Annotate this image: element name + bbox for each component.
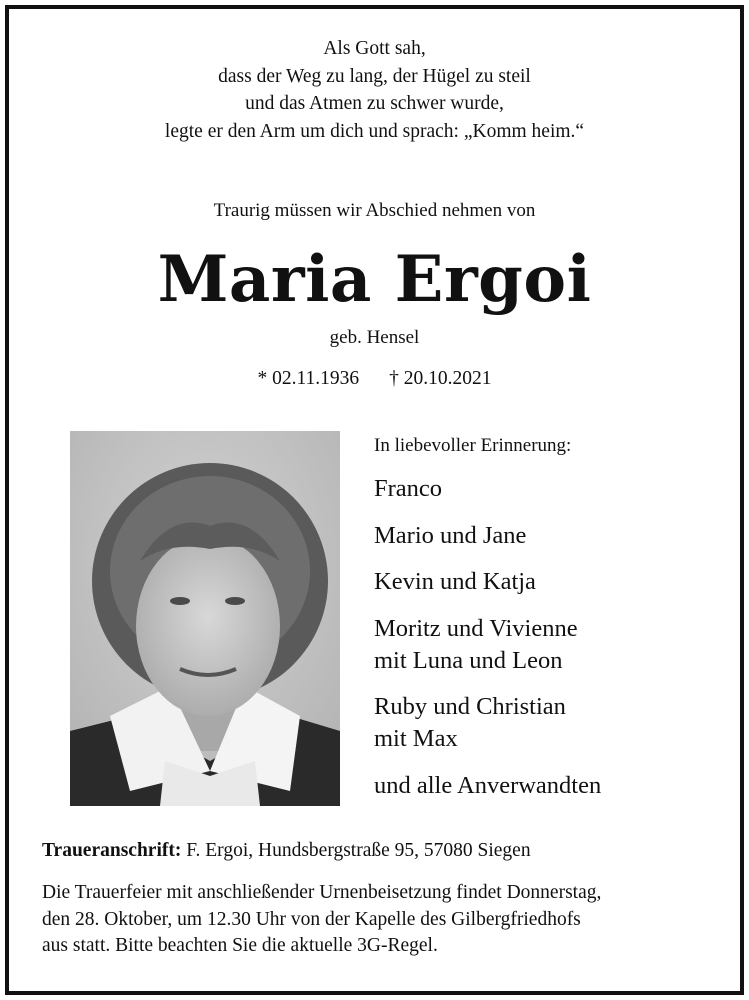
mourner-entry	[374, 691, 714, 755]
mourner-entry: und alle Anverwandten	[374, 771, 602, 799]
intro-line: Traurig müssen wir Abschied nehmen von	[213, 200, 536, 221]
birth-date: * 02.11.1936	[257, 368, 360, 389]
mourners-lead: In liebevoller Erinnerung:	[374, 435, 572, 456]
ceremony-info	[42, 880, 732, 960]
mourning-address	[42, 840, 722, 862]
poem-line: und das Atmen zu schwer wurde,	[245, 93, 504, 114]
mourner-line: mit Luna und Leon	[374, 646, 563, 674]
poem-line: legte er den Arm um dich und sprach: „Komm heim.“	[164, 120, 585, 142]
life-dates	[0, 368, 749, 390]
mourner-entry	[374, 613, 714, 677]
ceremony-line: aus statt. Bitte beachten Sie die aktuelle 3G-Regel.	[42, 935, 438, 956]
poem-line: dass der Weg zu lang, der Hügel zu steil	[218, 65, 531, 87]
mourner-line: Moritz und Vivienne	[374, 614, 578, 642]
address-value: F. Ergoi, Hundsbergstraße 95, 57080 Siegen	[186, 840, 531, 861]
birth-name: geb. Hensel	[329, 327, 420, 348]
mourner-entry: Franco	[374, 475, 443, 502]
ceremony-line: den 28. Oktober, um 12.30 Uhr von der Kapelle des Gilbergfriedhofs	[42, 908, 581, 930]
mourner-entry: Kevin und Katja	[374, 568, 536, 595]
deceased-name: Maria Ergoi	[157, 242, 592, 317]
mourner-line: Ruby und Christian	[374, 693, 566, 720]
death-date: † 20.10.2021	[389, 368, 492, 389]
address-label: Traueranschrift:	[42, 840, 182, 861]
portrait-photo	[70, 431, 340, 806]
mourner-line: mit Max	[374, 725, 458, 752]
mourners-list	[374, 433, 714, 816]
mourner-entry: Mario und Jane	[374, 521, 527, 549]
portrait-illustration	[70, 431, 340, 806]
poem-line: Als Gott sah,	[323, 38, 426, 59]
poem	[0, 35, 749, 145]
ceremony-line: Die Trauerfeier mit anschließender Urnenbeisetzung findet Donnerstag,	[42, 882, 602, 903]
